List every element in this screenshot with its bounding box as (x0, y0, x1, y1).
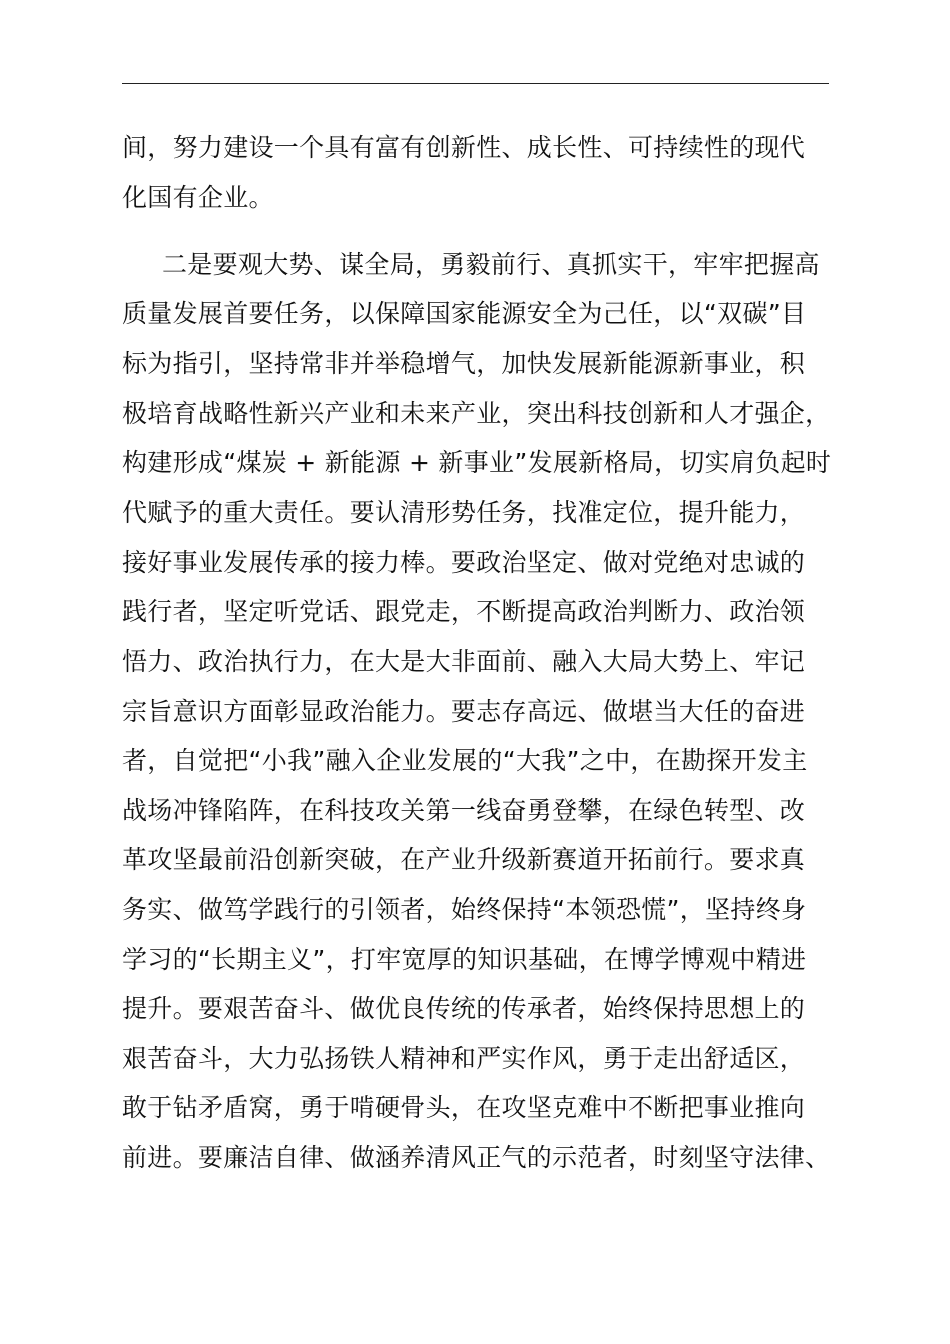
paragraph-first-line: 二是要观大势、谋全局，勇毅前行、真抓实干，牢牢把握高 (162, 250, 820, 279)
text-line: 质量发展首要任务，以保障国家能源安全为己任，以“双碳”目 (122, 299, 807, 328)
text-line: 代赋予的重大责任。要认清形势任务，找准定位，提升能力， (122, 498, 806, 527)
header-rule (122, 83, 829, 84)
text-line: 提升。要艰苦奋斗、做优良传统的传承者，始终保持思想上的 (122, 994, 806, 1023)
text-line: 极培育战略性新兴产业和未来产业，突出科技创新和人才强企， (122, 399, 831, 428)
text-line: 敢于钻矛盾窝，勇于啃硬骨头，在攻坚克难中不断把事业推向 (122, 1093, 806, 1122)
text-line: 革攻坚最前沿创新突破，在产业升级新赛道开拓前行。要求真 (122, 845, 806, 874)
text-line: 化国有企业。 (122, 183, 274, 212)
text-line: 间，努力建设一个具有富有创新性、成长性、可持续性的现代 (122, 133, 806, 162)
text-line: 务实、做笃学践行的引领者，始终保持“本领恐慌”，坚持终身 (122, 895, 807, 924)
text-line: 者，自觉把“小我”融入企业发展的“大我”之中，在勘探开发主 (122, 746, 808, 775)
text-line: 标为指引，坚持常非并举稳增气，加快发展新能源新事业，积 (122, 349, 806, 378)
text-line: 前进。要廉洁自律、做涵养清风正气的示范者，时刻坚守法律、 (122, 1143, 831, 1172)
text-line: 践行者，坚定听党话、跟党走，不断提高政治判断力、政治领 (122, 597, 806, 626)
text-line: 宗旨意识方面彰显政治能力。要志存高远、做堪当大任的奋进 (122, 697, 806, 726)
text-line: 战场冲锋陷阵，在科技攻关第一线奋勇登攀，在绿色转型、改 (122, 796, 806, 825)
text-line: 构建形成“煤炭 + 新能源 + 新事业”发展新格局，切实肩负起时 (122, 448, 832, 477)
text-line: 学习的“长期主义”，打牢宽厚的知识基础，在博学博观中精进 (122, 945, 807, 974)
text-line: 艰苦奋斗，大力弘扬铁人精神和严实作风，勇于走出舒适区， (122, 1044, 806, 1073)
text-line: 悟力、政治执行力，在大是大非面前、融入大局大势上、牢记 (122, 647, 806, 676)
text-line: 接好事业发展传承的接力棒。要政治坚定、做对党绝对忠诚的 (122, 548, 806, 577)
